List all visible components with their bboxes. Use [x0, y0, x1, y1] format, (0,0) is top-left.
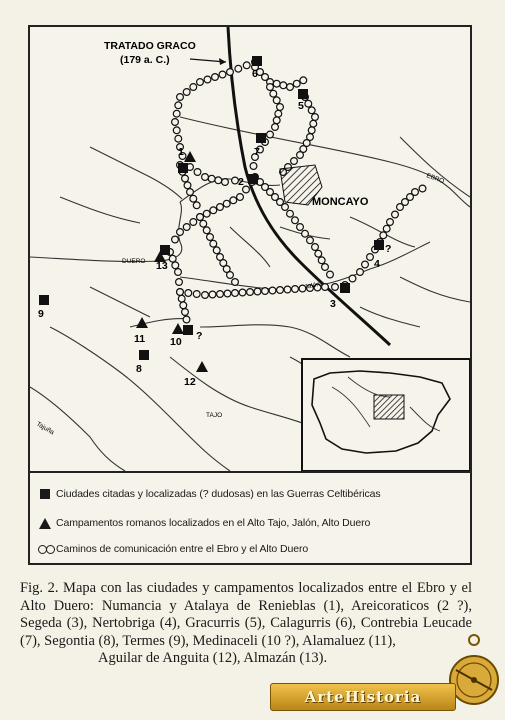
road-ring: [203, 227, 210, 234]
road-ring: [200, 220, 207, 227]
figure-caption: [20, 580, 472, 668]
road-ring: [232, 279, 239, 286]
road-ring: [177, 94, 184, 101]
legend-cities-label: Ciudades citadas y localizadas (? dudosas) en las Guerras Celtibéricas: [56, 488, 381, 500]
road-ring: [175, 135, 182, 142]
map-drawing: [30, 27, 470, 471]
treaty-date: (179 a. C.): [120, 54, 170, 66]
road-ring: [178, 295, 185, 302]
road-ring: [210, 240, 217, 247]
site-4-uncertain: ?: [385, 243, 392, 255]
city-square-icon: [40, 489, 50, 499]
road-ring: [184, 182, 191, 189]
site-number-1: 1: [178, 146, 184, 158]
city-4-marker: [374, 240, 384, 250]
watermark-text: ArteHistoria: [304, 688, 422, 706]
road-ring: [287, 84, 294, 91]
road-ring: [193, 291, 200, 298]
legend-roads: [38, 543, 308, 555]
inset-map: [302, 359, 470, 471]
road-ring: [262, 288, 269, 295]
site-number-10: 10: [170, 336, 182, 348]
road-ring: [227, 69, 234, 76]
caption-body: Fig. 2. Mapa con las ciudades y campamentos localizados entre el Ebro y el Alto Duero: Numancia y Atalaya de Renieblas (1), Areicoraticos (2 ?), Segeda (3), Nertobriga (4), Gracurris (5), Calagurris (6), Contrebia Leucade (7), Segontia (8), Termes (9), Medinaceli (10 ?), Alamaluez (11),: [20, 580, 472, 649]
road-ring: [172, 119, 179, 126]
road-ring: [300, 77, 307, 84]
legend-camps: [38, 516, 370, 530]
road-ring: [287, 210, 294, 217]
road-ring: [230, 197, 237, 204]
road-ring: [190, 219, 197, 226]
road-ring: [367, 254, 374, 261]
road-ring: [197, 79, 204, 86]
road-ring: [307, 237, 314, 244]
camp-triangle-icon: [39, 518, 51, 529]
road-ring: [176, 279, 183, 286]
road-ring: [282, 204, 289, 211]
road-ring: [227, 272, 234, 279]
road-ring: [277, 287, 284, 294]
road-ring: [308, 107, 315, 114]
legend: [28, 473, 472, 565]
site-number-13: 13: [156, 260, 168, 272]
site-number-6: 6: [252, 68, 258, 80]
road-ring: [197, 214, 204, 221]
road-ring: [247, 289, 254, 296]
road-ring: [293, 80, 300, 87]
site-numbers: [38, 68, 391, 388]
road-ring: [182, 175, 189, 182]
road-ring: [387, 219, 394, 226]
legend-roads-label: Caminos de comunicación entre el Ebro y el Alto Duero: [56, 543, 309, 555]
road-ring: [183, 89, 190, 96]
road-ring: [212, 74, 219, 81]
site-number-5: 5: [298, 100, 304, 112]
road-ring: [202, 292, 209, 299]
camp-10-marker: [172, 323, 184, 334]
road-ring: [172, 262, 179, 269]
road-ring: [297, 152, 304, 159]
camp-12-marker: [196, 361, 208, 372]
treaty-label: TRATADO GRACO: [104, 40, 196, 52]
road-ring: [273, 117, 280, 124]
site-number-7: 7: [254, 146, 260, 158]
map: [28, 25, 472, 473]
road-ring: [239, 289, 246, 296]
road-ring: [419, 185, 426, 192]
road-ring: [357, 269, 364, 276]
jalon-label: Jalón: [303, 280, 321, 291]
inset-study-area: [374, 395, 404, 419]
legend-cities: [38, 487, 381, 501]
city-8-marker: [139, 350, 149, 360]
city-10-marker: [183, 325, 193, 335]
road-ring: [318, 257, 325, 264]
city-2-marker: [248, 174, 258, 184]
road-ring: [210, 207, 217, 214]
legend-camps-label: Campamentos romanos localizados en el Alto Tajo, Jalón, Alto Duero: [56, 517, 371, 529]
road-ring: [297, 224, 304, 231]
tajo-label: TAJO: [206, 412, 223, 419]
road-ring: [380, 232, 387, 239]
road-ring: [194, 169, 201, 176]
road-ring: [270, 90, 277, 97]
road-ring: [272, 124, 279, 131]
city-1-marker: [178, 163, 188, 173]
road-ring: [273, 97, 280, 104]
road-ring: [222, 179, 229, 186]
road-ring: [322, 284, 329, 291]
road-ring: [175, 269, 182, 276]
site-number-8: 8: [136, 363, 142, 375]
city-3-marker: [340, 283, 350, 293]
road-ring: [312, 114, 319, 121]
road-ring: [217, 291, 224, 298]
road-ring: [291, 158, 298, 165]
road-ring: [308, 127, 315, 134]
road-ring: [232, 290, 239, 297]
road-ring: [180, 302, 187, 309]
road-ring: [217, 204, 224, 211]
caption-last-line: Aguilar de Anguita (12), Almazán (13).: [98, 650, 328, 666]
road-ring: [169, 255, 176, 262]
moncayo-label: MONCAYO: [312, 196, 369, 208]
road-ring: [267, 131, 274, 138]
road-ring: [215, 177, 222, 184]
road-ring: [183, 316, 190, 323]
road-ring: [173, 127, 180, 134]
city-7-marker: [256, 133, 266, 143]
road-ring: [383, 225, 390, 232]
road-ring: [310, 120, 317, 127]
treaty-arrow-head: [219, 58, 226, 65]
ebro-label: EBRO: [425, 172, 446, 186]
road-ring: [208, 175, 215, 182]
tajuna-label: Tajuña: [35, 420, 56, 437]
road-ring: [177, 229, 184, 236]
road-ring: [250, 163, 257, 170]
site-number-4: 4: [374, 258, 380, 270]
road-ring: [193, 202, 200, 209]
road-ring: [349, 275, 356, 282]
road-ring: [190, 84, 197, 91]
road-ring: [280, 82, 287, 89]
road-ring: [182, 309, 189, 316]
road-ring: [392, 211, 399, 218]
road-ring: [172, 236, 179, 243]
city-5-marker: [298, 89, 308, 99]
road-ring: [213, 247, 220, 254]
road-ring: [412, 189, 419, 196]
road-ring: [187, 189, 194, 196]
site-10-uncertain: ?: [196, 330, 203, 342]
road-ring: [305, 100, 312, 107]
city-13-marker: [160, 245, 170, 255]
road-ring: [235, 65, 242, 72]
site-number-3: 3: [330, 298, 336, 310]
road-ring: [292, 286, 299, 293]
artehistoria-watermark: [270, 683, 456, 711]
road-ring: [207, 234, 214, 241]
duero-label: DUERO: [122, 258, 146, 265]
road-ring: [277, 104, 284, 111]
road-ring: [332, 284, 339, 291]
road-ring: [327, 271, 334, 278]
road-rings-icon: [38, 545, 54, 554]
road-ring: [203, 210, 210, 217]
road-ring: [204, 76, 211, 83]
road-ring: [185, 290, 192, 297]
road-ring: [362, 261, 369, 268]
road-ring: [312, 244, 319, 251]
road-ring: [202, 174, 209, 181]
road-ring: [243, 62, 250, 69]
city-6-marker: [252, 56, 262, 66]
road-ring: [273, 80, 280, 87]
road-ring: [190, 195, 197, 202]
road-ring: [315, 250, 322, 257]
camp-11-marker: [136, 317, 148, 328]
road-ring: [237, 194, 244, 201]
site-number-12: 12: [184, 376, 196, 388]
road-ring: [275, 110, 282, 117]
site-number-2: 2: [238, 176, 244, 188]
road-ring: [177, 289, 184, 296]
road-ring: [302, 230, 309, 237]
road-ring: [175, 102, 182, 109]
road-ring: [254, 288, 261, 295]
road-ring: [183, 224, 190, 231]
road-ring: [209, 291, 216, 298]
site-number-11: 11: [134, 333, 146, 345]
road-ring: [269, 287, 276, 294]
road-ring: [322, 264, 329, 271]
road-ring: [267, 84, 274, 91]
road-ring: [284, 286, 291, 293]
road-ring: [223, 200, 230, 207]
road-ring: [219, 71, 226, 78]
city-9-marker: [39, 295, 49, 305]
road-ring: [292, 217, 299, 224]
road-ring: [224, 290, 231, 297]
road-ring: [173, 110, 180, 117]
site-number-9: 9: [38, 308, 44, 320]
